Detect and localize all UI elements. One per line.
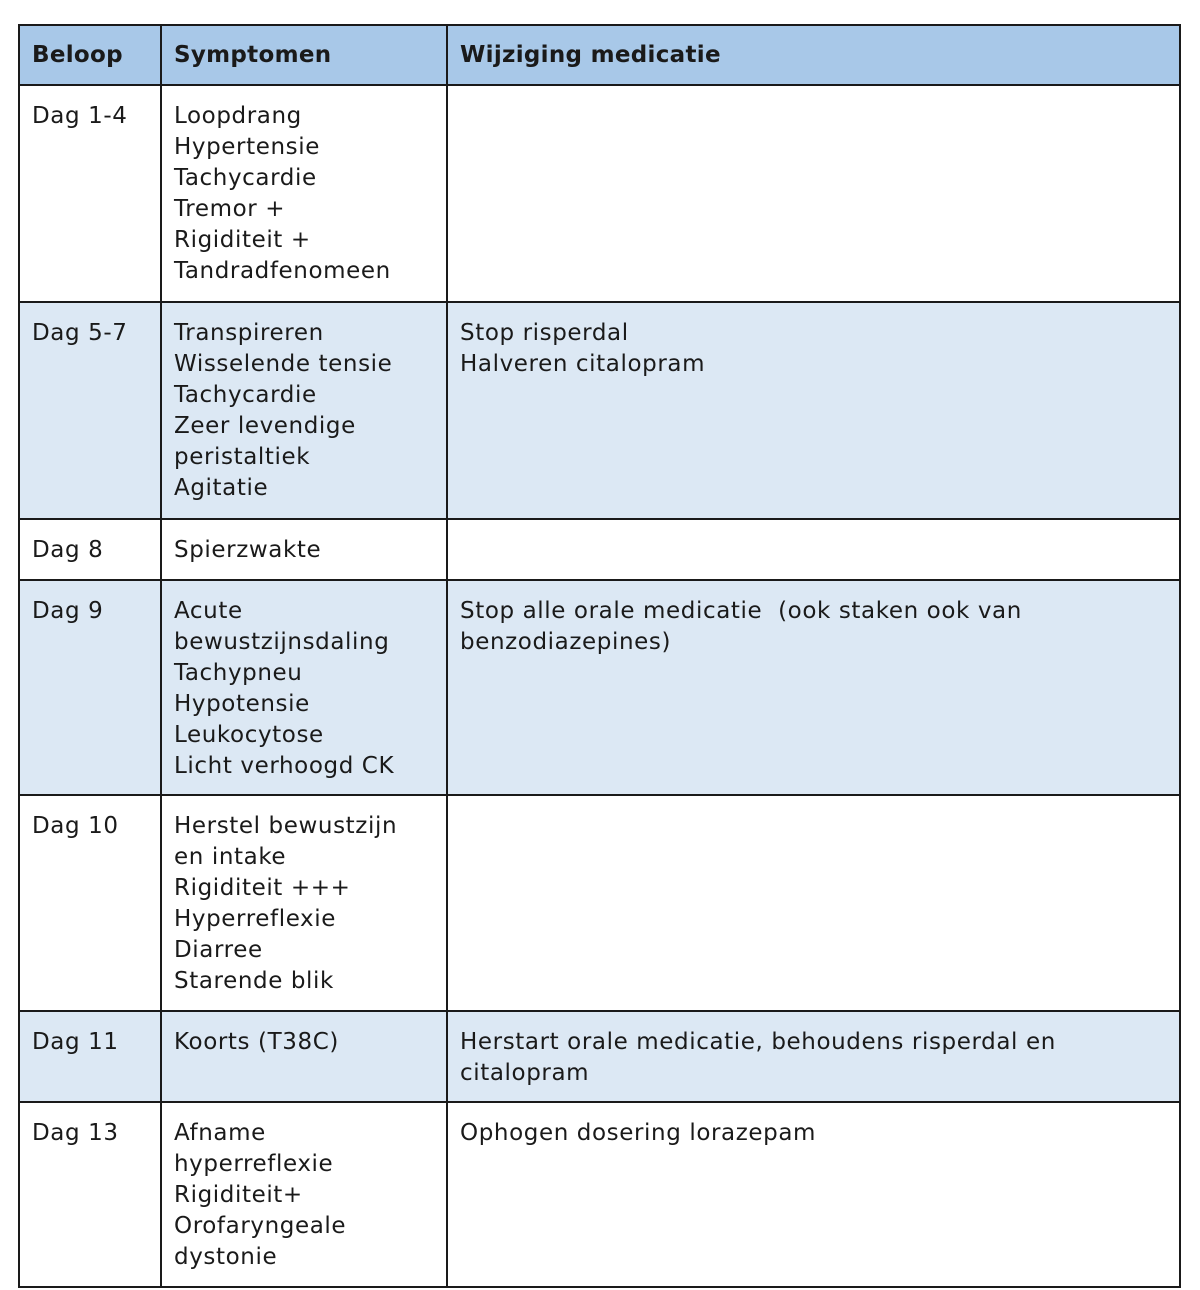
table-row: [19, 519, 1180, 580]
medication-cell: [447, 580, 1180, 795]
symptom-line: bewustzijnsdaling: [174, 629, 390, 655]
medication-line: citalopram: [460, 1060, 590, 1086]
medication-cell: [447, 1011, 1180, 1102]
course-cell: Dag 5-7: [19, 302, 161, 519]
symptom-line: peristaltiek: [174, 444, 311, 470]
medication-line: Stop risperdal: [460, 320, 629, 346]
medication-line: Ophogen dosering lorazepam: [460, 1120, 817, 1146]
symptom-line: Rigiditeit +++: [174, 875, 351, 901]
symptom-line: Orofaryngeale: [174, 1213, 347, 1239]
symptom-line: hyperreflexie: [174, 1151, 334, 1177]
symptom-line: Tachycardie: [174, 382, 317, 408]
course-table: [18, 24, 1181, 1288]
symptom-line: Agitatie: [174, 475, 269, 501]
table-row: [19, 85, 1180, 302]
symptom-line: Diarree: [174, 937, 263, 963]
symptom-line: Herstel bewustzijn: [174, 813, 398, 839]
medication-line: benzodiazepines): [460, 629, 672, 655]
header-row: [19, 25, 1180, 85]
course-cell: Dag 11: [19, 1011, 161, 1102]
header-symptoms: Symptomen: [161, 25, 447, 85]
symptom-line: Tandradfenomeen: [174, 258, 391, 284]
table-row: [19, 1102, 1180, 1287]
symptom-line: Afname: [174, 1120, 266, 1146]
symptom-line: Hyperreflexie: [174, 906, 336, 932]
symptoms-cell: [161, 795, 447, 1011]
medication-cell: [447, 85, 1180, 302]
symptom-line: Tremor +: [174, 196, 286, 222]
symptoms-cell: [161, 580, 447, 795]
course-cell: Dag 13: [19, 1102, 161, 1287]
medication-line: Herstart orale medicatie, behoudens risperdal en: [460, 1029, 1056, 1055]
symptoms-cell: [161, 1011, 447, 1102]
symptom-line: Tachycardie: [174, 165, 317, 191]
symptom-line: Rigiditeit+: [174, 1182, 303, 1208]
course-cell: Dag 10: [19, 795, 161, 1011]
medication-cell: [447, 1102, 1180, 1287]
symptom-line: Loopdrang: [174, 103, 302, 129]
header-course: Beloop: [19, 25, 161, 85]
symptom-line: Hypertensie: [174, 134, 320, 160]
symptom-line: Acute: [174, 598, 243, 624]
symptom-line: Transpireren: [174, 320, 324, 346]
symptom-line: Spierzwakte: [174, 537, 322, 563]
course-cell: Dag 8: [19, 519, 161, 580]
symptom-line: Wisselende tensie: [174, 351, 393, 377]
course-cell: Dag 9: [19, 580, 161, 795]
symptom-line: Licht verhoogd CK: [174, 753, 395, 779]
header-medication: Wijziging medicatie: [447, 25, 1180, 85]
symptom-line: dystonie: [174, 1244, 278, 1270]
medication-cell: [447, 519, 1180, 580]
symptom-line: Hypotensie: [174, 691, 310, 717]
symptom-line: Koorts (T38C): [174, 1029, 339, 1055]
symptom-line: Leukocytose: [174, 722, 324, 748]
symptoms-cell: [161, 302, 447, 519]
medication-cell: [447, 795, 1180, 1011]
course-cell: Dag 1-4: [19, 85, 161, 302]
symptom-line: Rigiditeit +: [174, 227, 311, 253]
symptoms-cell: [161, 519, 447, 580]
medication-cell: [447, 302, 1180, 519]
symptom-line: Zeer levendige: [174, 413, 356, 439]
symptom-line: en intake: [174, 844, 287, 870]
symptom-line: Starende blik: [174, 968, 334, 994]
table-row: [19, 580, 1180, 795]
medication-line: Stop alle orale medicatie (ook staken ook van: [460, 598, 1022, 624]
symptoms-cell: [161, 1102, 447, 1287]
table-row: [19, 1011, 1180, 1102]
symptom-line: Tachypneu: [174, 660, 303, 686]
symptoms-cell: [161, 85, 447, 302]
table-row: [19, 302, 1180, 519]
table-row: [19, 795, 1180, 1011]
medication-line: Halveren citalopram: [460, 351, 706, 377]
